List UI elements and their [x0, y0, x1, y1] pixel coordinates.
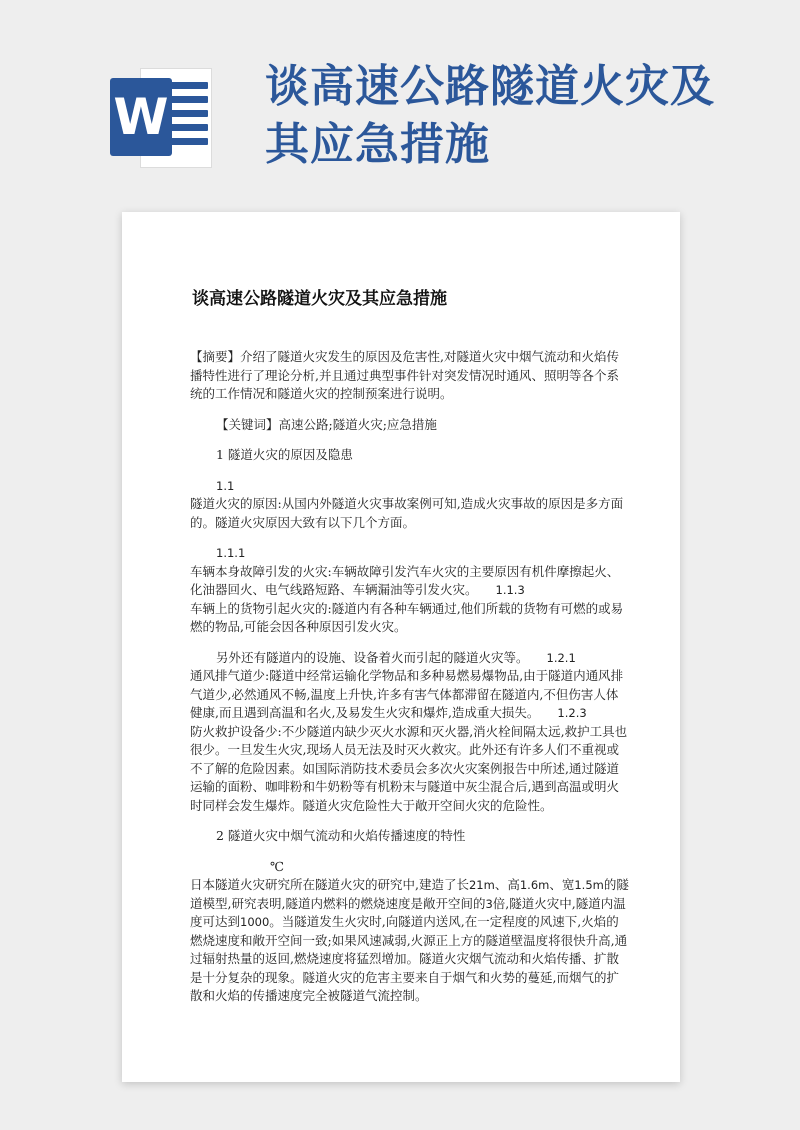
section-text: 、宽: [549, 877, 575, 892]
length-value: 21m: [468, 878, 495, 892]
word-letter: W: [110, 78, 172, 156]
section-1-1-1: [190, 544, 630, 637]
section-text: 日本隧道火灾研究所在隧道火灾的研究中,建造了长: [190, 877, 469, 892]
document-body: [190, 348, 630, 1006]
section-2-heading: 2 隧道火灾中烟气流动和火焰传播速度的特性: [216, 828, 466, 843]
section-1-2: [190, 649, 630, 816]
document-page: [122, 212, 680, 1082]
section-1-heading: 1 隧道火灾的原因及隐患: [216, 447, 353, 462]
section-text: 隧道火灾的原因:从国内外隧道火灾事故案例可知,造成火灾事故的原因是多方面的。隧道火灾原因大致有以下几个方面。: [190, 496, 624, 530]
section-intro: 另外还有隧道内的设施、设备着火而引起的隧道火灾等。: [216, 649, 529, 665]
section-text: 的隧道模型,研究表明,隧道内燃料的燃烧速度是敞开空间的: [190, 877, 629, 911]
section-text: 通风排气道少:隧道中经常运输化学物品和多种易燃易爆物品,由于隧道内通风排气道少,必然通风不畅,温度上升快,许多有害气体都滞留在隧道内,不但伤害人体健康,而且遇到高温和名火,及易发生火灾和爆炸,造成重大损失。: [190, 668, 624, 720]
word-doc-icon: [110, 68, 210, 166]
section-number: 1.2.1: [546, 650, 576, 665]
keywords-paragraph: 【关键词】高速公路;隧道火灾;应急措施: [216, 416, 437, 432]
height-value: 1.6m: [519, 878, 550, 892]
section-number: 1.1: [216, 478, 235, 493]
section-text: 。当隧道发生火灾时,向隧道内送风,在一定程度的风速下,火焰的燃烧速度和敞开空间一致;如果风速减弱,火源正上方的隧道壁温度将很快升高,通过辐射热量的返回,燃烧速度将猛烈增加。隧道火灾烟气流动和火焰传播、扩散是十分复杂的现象。隧道火灾的危害主要来自于烟气和火势的蔓延,而烟气的扩散和火焰的传播速度完全被隧道气流控制。: [190, 914, 628, 1003]
section-2-body: [190, 858, 630, 1006]
section-number: 1.1.3: [495, 583, 525, 597]
banner-title: 谈高速公路隧道火灾及其应急措施: [265, 61, 715, 170]
section-text: 车辆本身故障引发的火灾:车辆故障引发汽车火灾的主要原因有机件摩擦起火、化油器回火、电气线路短路、车辆漏油等引发火灾。: [190, 563, 620, 597]
unit-label: ℃: [270, 858, 284, 874]
temperature-value: 1000: [240, 915, 270, 929]
section-text: 车辆上的货物引起火灾的:隧道内有各种车辆通过,他们所载的货物有可燃的或易燃的物品,可能会因各种原因引发火灾。: [190, 600, 624, 634]
document-title: 谈高速公路隧道火灾及其应急措施: [192, 289, 447, 309]
section-number: 1.1.1: [216, 546, 246, 560]
ratio-value: 3: [485, 896, 493, 911]
section-number: 1.2.3: [557, 706, 587, 720]
section-text: 倍,隧道火灾中,隧道内温度可达到: [190, 895, 626, 929]
abstract-paragraph: 【摘要】介绍了隧道火灾发生的原因及危害性,对隧道火灾中烟气流动和火焰传播特性进行了理论分析,并且通过典型事件针对突发情况时通风、照明等各个系统的工作情况和隧道火灾的控制预案进行说明。: [190, 349, 619, 401]
section-1-1: [190, 477, 630, 533]
width-value: 1.5m: [574, 878, 604, 892]
section-text: 、高: [494, 877, 520, 892]
header-banner: [0, 0, 800, 200]
section-text: 防火救护设备少:不少隧道内缺少灭火水源和灭火器,消火栓间隔太远,救护工具也很少。一旦发生火灾,现场人员无法及时灭火救灾。此外还有许多人们不重视或不了解的危险因素。如国际消防技术委员会多次火灾案例报告中所述,通过隧道运输的面粉、咖啡粉和牛奶粉等有机粉末与隧道中灰尘混合后,遇到高温或明火时同样会发生爆炸。隧道火灾危险性大于敞开空间火灾的危险性。: [190, 723, 628, 813]
